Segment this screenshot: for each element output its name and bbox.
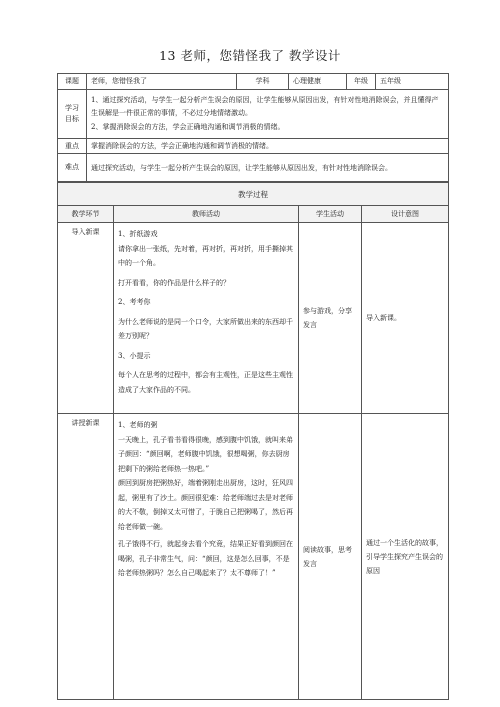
difficulty-value: 通过探究活动，与学生一起分析产生误会的原因，让学生能够从原因出发，有针对性地消除误会。	[87, 154, 449, 182]
activity-line: 孔子饿得不行，就起身去看个究竟，结果正好看到颜回在喝粥，孔子非常生气，问：“颜回，这是怎么回事，不是给老师热粥吗？怎么自己喝起来了？太不尊师了！”	[118, 540, 293, 577]
stage-cell: 讲授新课	[58, 414, 114, 700]
teacher-activity-cell	[114, 414, 299, 700]
activity-line: 1、老师的粥	[118, 421, 158, 429]
activity-line: 2、考考你	[118, 298, 151, 306]
table-row	[58, 414, 449, 700]
grade-label: 年级	[347, 74, 376, 90]
activity-line: 颜回到厨房把粥热好，端着粥刚走出厨房，这时，狂风四起，粥里有了沙土。颜回很犯难：给老师端过去是对老师的大不敬，倒掉又太可惜了，于脆自己把粥喝了，然后再给老师做一碗。	[118, 479, 293, 531]
header-intent: 设计意图	[362, 206, 449, 223]
header-teacher: 教师活动	[114, 206, 299, 223]
grade-value: 五年级	[376, 74, 449, 90]
activity-line: 3、小提示	[118, 351, 151, 360]
teacher-activity-cell	[114, 223, 299, 414]
activity-line: 一天晚上，孔子看书看得很晚，感到腹中饥饿，就叫来弟子颜回：“颜回啊，老师腹中饥饿，很想喝粥，你去厨房把剩下的粥给老师热一热吧。”	[118, 435, 293, 473]
header-student: 学生活动	[299, 206, 362, 223]
goals-cell	[87, 90, 449, 139]
activity-line: 请你拿出一张纸，先对着，再对折，再对折，用手撕掉其中的一个角。	[118, 244, 293, 267]
document-title: 13 老师，您错怪我了 教学设计	[159, 48, 341, 63]
student-activity-cell: 阅读故事，思考发言	[299, 414, 362, 700]
key-value: 掌握消除误会的方法，学会正确地沟通和调节消极的情绪。	[87, 139, 449, 154]
goals-label: 学习目标	[58, 90, 87, 139]
goal-item: 2、掌握消除误会的方法，学会正确地沟通和调节消极的情绪。	[91, 123, 285, 131]
activity-line: 1、折纸游戏	[118, 230, 158, 238]
lesson-info-table	[57, 73, 449, 182]
design-intent-cell: 通过一个生活化的故事，引导学生探究产生误会的原因	[362, 414, 449, 700]
difficulty-label: 难点	[58, 154, 87, 182]
topic-label: 课题	[58, 74, 87, 90]
header-stage: 教学环节	[58, 206, 114, 223]
activity-line: 每个人在思考的过程中，都会有主观性，正是这些主观性造成了大家作品的不同。	[118, 371, 293, 394]
teaching-process-table	[57, 182, 449, 700]
design-intent-cell: 导入新课。	[362, 223, 449, 414]
student-activity-cell: 参与游戏，分享发言	[299, 223, 362, 414]
subject-value: 心理健康	[289, 74, 347, 90]
goal-item: 1、通过探究活动，与学生一起分析产生误会的原因，让学生能够从原因出发，有针对性地消除误会，并且懂得产生误解是一件很正常的事情，不必过分地情绪激动。	[91, 96, 439, 117]
key-label: 重点	[58, 139, 87, 154]
table-row	[58, 223, 449, 414]
activity-line: 打开看看，你的作品是什么样子的？	[118, 278, 230, 287]
topic-value: 老师，您错怪我了	[87, 74, 237, 90]
subject-label: 学科	[237, 74, 289, 90]
activity-line: 为什么老师说的是同一个口令，大家所做出来的东西却千差万别呢？	[118, 317, 293, 340]
stage-cell: 导入新课	[58, 223, 114, 414]
process-title: 教学过程	[58, 183, 449, 206]
